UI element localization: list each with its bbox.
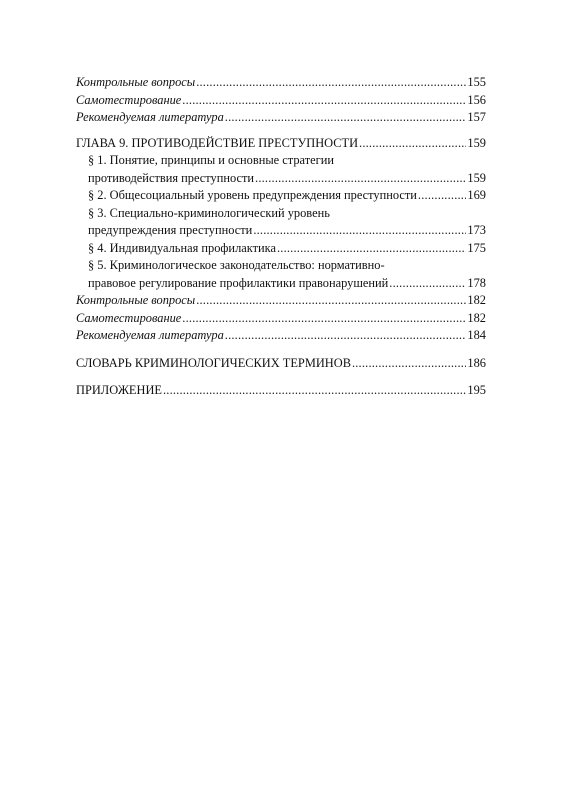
toc-entry-label: правовое регулирование профилактики правонарушений: [88, 275, 389, 290]
toc-entry-control-questions-2: [76, 292, 486, 310]
toc-entry-page: 186: [467, 355, 486, 370]
toc-section-2: [76, 187, 486, 205]
toc-entry-label: Самотестирование: [76, 310, 182, 325]
toc-leader-dots: [225, 109, 466, 127]
toc-entry-self-testing-2: [76, 310, 486, 328]
toc-leader-dots: [389, 275, 466, 293]
toc-appendix: [76, 382, 486, 400]
toc-entry-page: 155: [467, 75, 486, 89]
table-of-contents: [76, 74, 486, 400]
toc-entry-label: противодействия преступности: [88, 170, 255, 185]
toc-entry-page: 178: [467, 275, 486, 290]
toc-entry-label: § 2. Общесоциальный уровень предупреждения преступности: [88, 188, 417, 202]
toc-section-5: [76, 275, 486, 293]
toc-entry-page: 173: [467, 223, 486, 237]
toc-leader-dots: [359, 135, 466, 153]
toc-entry-label: Контрольные вопросы: [76, 293, 196, 307]
toc-entry-page: 182: [467, 293, 486, 307]
toc-entry-label: ПРИЛОЖЕНИЕ: [76, 383, 162, 397]
toc-chapter-label: ГЛАВА 9. ПРОТИВОДЕЙСТВИЕ ПРЕСТУПНОСТИ: [76, 135, 359, 150]
toc-entry-page: 169: [467, 188, 486, 202]
toc-entry-self-testing: [76, 92, 486, 110]
toc-entry-label: Самотестирование: [76, 92, 182, 107]
toc-entry-label: Рекомендуемая литература: [76, 110, 224, 124]
toc-entry-label: § 4. Индивидуальная профилактика: [88, 240, 276, 255]
toc-entry-page: 182: [467, 310, 486, 325]
toc-section-1-line1: § 1. Понятие, принципы и основные стратегии: [88, 153, 334, 167]
toc-entry-page: 159: [467, 135, 486, 150]
toc-section-1: [76, 170, 486, 188]
toc-leader-dots: [225, 327, 466, 345]
toc-leader-dots: [253, 222, 466, 240]
toc-section-5-line1: § 5. Криминологическое законодательство: нормативно-: [88, 258, 385, 272]
toc-entry-recommended-literature: [76, 109, 486, 127]
toc-leader-dots: [352, 355, 466, 373]
toc-section-3-line1: § 3. Специально-криминологический уровень: [88, 205, 330, 220]
toc-leader-dots: [163, 382, 466, 400]
toc-entry-page: 195: [467, 383, 486, 397]
toc-leader-dots: [418, 187, 466, 205]
toc-leader-dots: [182, 92, 466, 110]
toc-entry-control-questions: [76, 74, 486, 92]
toc-leader-dots: [277, 240, 466, 258]
toc-section-3: [76, 222, 486, 240]
toc-chapter-9: [76, 135, 486, 153]
toc-entry-label: СЛОВАРЬ КРИМИНОЛОГИЧЕСКИХ ТЕРМИНОВ: [76, 355, 351, 370]
toc-glossary: [76, 355, 486, 373]
toc-leader-dots: [196, 292, 466, 310]
toc-entry-page: 184: [467, 328, 486, 342]
toc-entry-label: Рекомендуемая литература: [76, 328, 224, 342]
toc-entry-label: Контрольные вопросы: [76, 75, 196, 89]
toc-leader-dots: [196, 74, 466, 92]
toc-entry-page: 156: [467, 92, 486, 107]
toc-section-4: [76, 240, 486, 258]
toc-leader-dots: [182, 310, 466, 328]
toc-entry-recommended-literature-2: [76, 327, 486, 345]
toc-leader-dots: [255, 170, 466, 188]
toc-entry-page: 159: [467, 170, 486, 185]
toc-entry-label: предупреждения преступности: [88, 223, 253, 237]
toc-entry-page: 157: [467, 110, 486, 124]
toc-entry-page: 175: [467, 240, 486, 255]
